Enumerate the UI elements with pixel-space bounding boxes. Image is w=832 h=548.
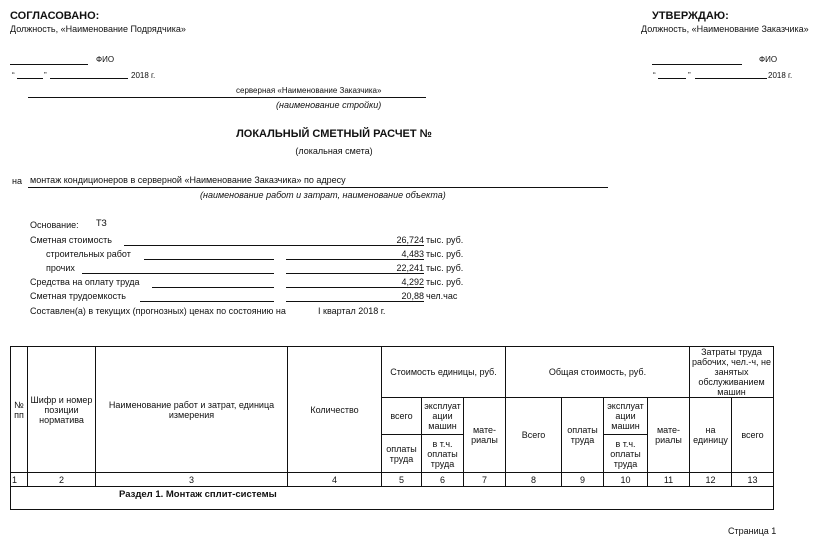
document-subtitle: (локальная смета)	[295, 146, 373, 156]
approve-fio: ФИО	[759, 55, 778, 64]
labor-funds-value: 4,292	[401, 277, 424, 287]
agreed-date-quote-close: ”	[44, 71, 47, 80]
approve-year: 2018 г.	[768, 71, 793, 80]
labor-label: Сметная трудоемкость	[30, 291, 126, 301]
header-unit-wages: оплаты труда	[382, 435, 422, 473]
object-caption: (наименование работ и затрат, наименование объекта)	[200, 190, 446, 200]
header-total-machines: эксплуат ации машин	[604, 398, 648, 435]
col-number: 4	[288, 473, 382, 487]
object-prefix: на	[12, 176, 22, 186]
compiled-text: Составлен(а) в текущих (прогнозных) ценах по состоянию на	[30, 306, 286, 316]
basis-value: ТЗ	[96, 218, 107, 228]
labor-funds-unit: тыс. руб.	[426, 277, 464, 287]
approve-title: УТВЕРЖДАЮ:	[652, 10, 729, 22]
approve-month-line	[695, 78, 767, 79]
construction-works-label: строительных работ	[46, 249, 131, 259]
header-all: Всего	[506, 398, 562, 473]
header-total-cost: Общая стоимость, руб.	[506, 347, 690, 398]
header-total-materials: мате-риалы	[648, 398, 690, 473]
construction-name: серверная «Наименование Заказчика»	[236, 86, 382, 95]
cost-unit: тыс. руб.	[426, 235, 464, 245]
labor-line-b	[286, 301, 424, 302]
object-line	[28, 187, 608, 188]
approve-position: Должность, «Наименование Заказчика»	[641, 24, 809, 34]
header-total-incl-wages: в т.ч. оплаты труда	[604, 435, 648, 473]
header-unit-cost: Стоимость единицы, руб.	[382, 347, 506, 398]
construction-works-unit: тыс. руб.	[426, 249, 464, 259]
page-number: Страница 1	[728, 526, 777, 536]
object-name: монтаж кондиционеров в серверной «Наименование Заказчика» по адресу	[30, 175, 346, 185]
col-number: 8	[506, 473, 562, 487]
labor-line-a	[140, 301, 274, 302]
approve-date-quote-open: “	[653, 71, 656, 80]
agreed-day-line	[17, 78, 43, 79]
construction-works-line-a	[144, 259, 274, 260]
document-title: ЛОКАЛЬНЫЙ СМЕТНЫЙ РАСЧЕТ №	[236, 128, 432, 140]
construction-line	[28, 97, 426, 98]
header-name: Наименование работ и затрат, единица измерения	[96, 347, 288, 473]
column-numbers-row	[11, 473, 774, 487]
cost-line	[124, 245, 424, 246]
basis-label: Основание:	[30, 220, 79, 230]
labor-value: 20,88	[401, 291, 424, 301]
agreed-year: 2018 г.	[131, 71, 156, 80]
header-code: Шифр и номер позиции норматива	[28, 347, 96, 473]
labor-funds-label: Средства на оплату труда	[30, 277, 140, 287]
header-total-wages: оплаты труда	[562, 398, 604, 473]
col-number: 6	[422, 473, 464, 487]
col-number: 3	[96, 473, 288, 487]
agreed-signature-line	[10, 64, 88, 65]
agreed-title: СОГЛАСОВАНО:	[10, 10, 100, 22]
col-number: 1	[11, 473, 28, 487]
col-number: 5	[382, 473, 422, 487]
col-number: 13	[732, 473, 774, 487]
header-labor: Затраты труда рабочих, чел.-ч, не занятых обслуживанием машин	[690, 347, 774, 398]
agreed-fio: ФИО	[96, 55, 115, 64]
section-title: Раздел 1. Монтаж сплит-системы	[11, 487, 774, 510]
cost-label: Сметная стоимость	[30, 235, 112, 245]
header-unit-total: всего	[382, 398, 422, 435]
labor-funds-line-b	[286, 287, 424, 288]
header-unit-materials: мате-риалы	[464, 398, 506, 473]
construction-works-line-b	[286, 259, 424, 260]
header-num: № пп	[11, 347, 28, 473]
header-unit-incl-wages: в т.ч. оплаты труда	[422, 435, 464, 473]
col-number: 10	[604, 473, 648, 487]
approve-date-quote-close: ”	[688, 71, 691, 80]
header-quantity: Количество	[288, 347, 382, 473]
compiled-period: I квартал 2018 г.	[318, 306, 386, 316]
labor-funds-line-a	[152, 287, 274, 288]
other-line-a	[82, 273, 274, 274]
section-row	[11, 487, 774, 510]
approve-day-line	[658, 78, 686, 79]
other-line-b	[286, 273, 424, 274]
approve-position-clip	[641, 24, 809, 36]
other-label: прочих	[46, 263, 75, 273]
cost-value: 26,724	[396, 235, 424, 245]
col-number: 2	[28, 473, 96, 487]
construction-works-value: 4,483	[401, 249, 424, 259]
header-per-unit: на единицу	[690, 398, 732, 473]
construction-caption: (наименование стройки)	[276, 100, 382, 110]
header-labor-total: всего	[732, 398, 774, 473]
estimate-table	[10, 346, 774, 510]
other-unit: тыс. руб.	[426, 263, 464, 273]
col-number: 12	[690, 473, 732, 487]
agreed-position: Должность, «Наименование Подрядчика»	[10, 24, 186, 34]
col-number: 7	[464, 473, 506, 487]
approve-signature-line	[652, 64, 742, 65]
labor-unit: чел.час	[426, 291, 458, 301]
agreed-month-line	[50, 78, 128, 79]
header-unit-machines: эксплуат ации машин	[422, 398, 464, 435]
other-value: 22,241	[396, 263, 424, 273]
agreed-date-quote-open: “	[12, 71, 15, 80]
col-number: 9	[562, 473, 604, 487]
col-number: 11	[648, 473, 690, 487]
